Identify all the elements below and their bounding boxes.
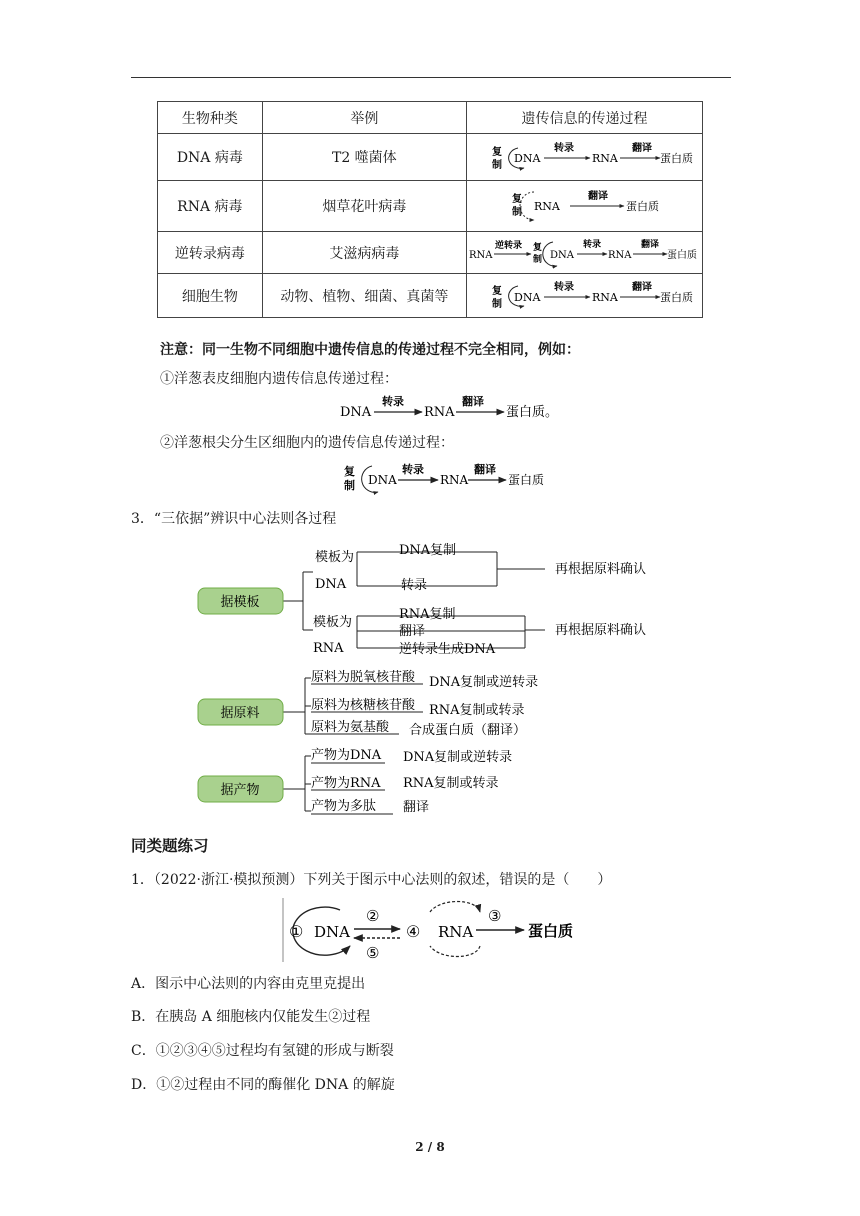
product-result: 翻译 (403, 800, 430, 815)
replicate-label: 复 (512, 194, 523, 205)
dna-label: DNA (368, 473, 397, 487)
protein-label: 蛋白质 (667, 249, 698, 261)
dna-label: DNA (340, 405, 372, 420)
transcribe-label: 转录 (554, 143, 575, 154)
kind-cell: DNA 病毒 (158, 134, 263, 181)
reverse-transcribe-label: 逆转录 (495, 240, 523, 251)
template-dna-label: 模板为 (315, 550, 355, 565)
three-criteria-diagram (195, 538, 675, 816)
rna-label: RNA (592, 152, 619, 165)
step-5-label: ⑤ (366, 944, 380, 962)
note-title: 注意：同一生物不同细胞中遗传信息的传递过程不完全相同，例如： (160, 342, 580, 358)
note-item-1: ①洋葱表皮细胞内遗传信息传递过程： (160, 371, 398, 387)
note-item-2: ②洋葱根尖分生区细胞内的遗传信息传递过程： (160, 435, 454, 451)
kind-cell: 逆转录病毒 (158, 232, 263, 274)
question-1: 1．（2022·浙江·模拟预测）下列关于图示中心法则的叙述，错误的是（ ） (131, 872, 612, 888)
dna-label: DNA (514, 290, 541, 304)
self-replication-arrow (520, 192, 534, 220)
template-result-label: 再根据原料确认 (555, 623, 647, 638)
replicate-label: 制 (512, 207, 523, 218)
table-header-cell: 举例 (262, 102, 466, 134)
replicate-label: 复 (533, 242, 543, 253)
protein-label: 蛋白质。 (506, 405, 559, 420)
dna-label: DNA (550, 249, 575, 261)
protein-label: 蛋白质 (528, 922, 574, 940)
table-header-cell: 遗传信息的传递过程 (466, 102, 702, 134)
section-3-heading: 3．“三依据”辨识中心法则各过程 (131, 511, 337, 527)
material-result: RNA复制或转录 (429, 703, 525, 718)
option-a[interactable]: A．图示中心法则的内容由克里克提出 (131, 976, 366, 992)
kind-cell: 细胞生物 (158, 274, 263, 318)
step-4-label: ④ (406, 922, 421, 941)
product-label: 产物为RNA (311, 776, 381, 791)
practice-heading: 同类题练习 (131, 837, 209, 855)
material-result: DNA复制或逆转录 (429, 675, 539, 690)
translate-label: 翻译 (588, 191, 609, 202)
rna-label: RNA (424, 405, 455, 420)
kind-cell: RNA 病毒 (158, 181, 263, 232)
rna-label: RNA (469, 249, 493, 261)
dna-label: DNA (314, 923, 350, 941)
material-label: 原料为氨基酸 (311, 720, 390, 735)
protein-label: 蛋白质 (626, 200, 660, 213)
protein-label: 蛋白质 (508, 473, 545, 487)
central-dogma-diagram (280, 894, 590, 966)
retrovirus-flow-diagram (467, 234, 701, 272)
translate-label: 翻译 (632, 281, 653, 293)
material-box-label: 据原料 (220, 706, 260, 721)
table-header-cell: 生物种类 (158, 102, 263, 134)
dna-virus-flow-diagram (472, 136, 696, 178)
product-label: 产物为DNA (311, 748, 382, 763)
example-cell: 动物、植物、细菌、真菌等 (262, 274, 466, 318)
template-rna-label: 模板为 (313, 615, 353, 630)
replicate-label: 制 (492, 298, 503, 310)
example-cell: T2 噬菌体 (262, 134, 466, 181)
translate-label: 翻译 (462, 395, 484, 408)
step-1-label: ① (289, 922, 304, 941)
product-box-label: 据产物 (220, 783, 260, 798)
table-row (158, 134, 703, 181)
dna-label: DNA (514, 152, 541, 165)
rna-label: RNA (438, 923, 474, 941)
transcribe-label: 转录 (554, 281, 575, 293)
root-tip-flow-diagram (340, 458, 570, 498)
reverse-transcription-label: 逆转录生成DNA (399, 642, 496, 657)
table-header-row (158, 102, 703, 134)
rna-replication-arrow (430, 902, 480, 913)
product-result: RNA复制或转录 (403, 776, 499, 791)
process-cell (466, 134, 702, 181)
epidermis-flow-diagram (336, 394, 596, 426)
rna-label: RNA (608, 249, 632, 261)
rna-replication-arc (430, 946, 480, 957)
option-d[interactable]: D．①②过程由不同的酶催化 DNA 的解旋 (131, 1077, 395, 1093)
material-label: 原料为脱氧核苷酸 (311, 670, 416, 685)
header-rule (131, 77, 731, 78)
rna-label: RNA (592, 290, 619, 304)
step-3-label: ③ (488, 907, 502, 925)
template-dna-label: DNA (315, 577, 347, 592)
example-cell: 烟草花叶病毒 (262, 181, 466, 232)
protein-label: 蛋白质 (660, 152, 694, 165)
dna-replication-label: DNA复制 (399, 543, 457, 558)
option-b[interactable]: B．在胰岛 A 细胞核内仅能发生②过程 (131, 1009, 371, 1025)
rna-virus-flow-diagram (472, 184, 696, 228)
replicate-label: 复 (344, 465, 355, 478)
translation-label: 翻译 (399, 624, 426, 639)
replicate-label: 复 (492, 147, 503, 158)
translate-label: 翻译 (641, 239, 660, 250)
table-row (158, 181, 703, 232)
replicate-label: 制 (533, 254, 543, 265)
info-table (157, 101, 703, 318)
process-cell (466, 274, 702, 318)
transcribe-label: 转录 (402, 463, 424, 476)
replicate-label: 制 (344, 479, 355, 492)
rna-label: RNA (534, 200, 561, 213)
table-row (158, 274, 703, 318)
material-result: 合成蛋白质（翻译） (409, 723, 527, 738)
translate-label: 翻译 (632, 143, 653, 154)
product-label: 产物为多肽 (311, 799, 377, 814)
product-result: DNA复制或逆转录 (403, 750, 513, 765)
rna-label: RNA (440, 473, 469, 487)
process-cell (466, 232, 702, 274)
replicate-label: 制 (492, 160, 503, 171)
material-label: 原料为核糖核苷酸 (311, 698, 416, 713)
cell-flow-diagram (472, 276, 696, 316)
transcribe-label: 转录 (583, 239, 602, 250)
step-2-label: ② (366, 907, 380, 925)
template-result-label: 再根据原料确认 (555, 562, 647, 577)
transcribe-label: 转录 (382, 395, 404, 408)
table-row (158, 232, 703, 274)
process-cell (466, 181, 702, 232)
rna-replication-label: RNA复制 (399, 607, 456, 622)
page-number: 2 / 8 (415, 1140, 445, 1154)
option-c[interactable]: C．①②③④⑤过程均有氢键的形成与断裂 (131, 1043, 394, 1059)
template-rna-label: RNA (313, 641, 344, 656)
translate-label: 翻译 (474, 463, 496, 476)
example-cell: 艾滋病病毒 (262, 232, 466, 274)
replicate-label: 复 (492, 285, 503, 297)
template-box-label: 据模板 (220, 595, 260, 610)
protein-label: 蛋白质 (660, 290, 694, 304)
transcription-label: 转录 (401, 578, 428, 593)
